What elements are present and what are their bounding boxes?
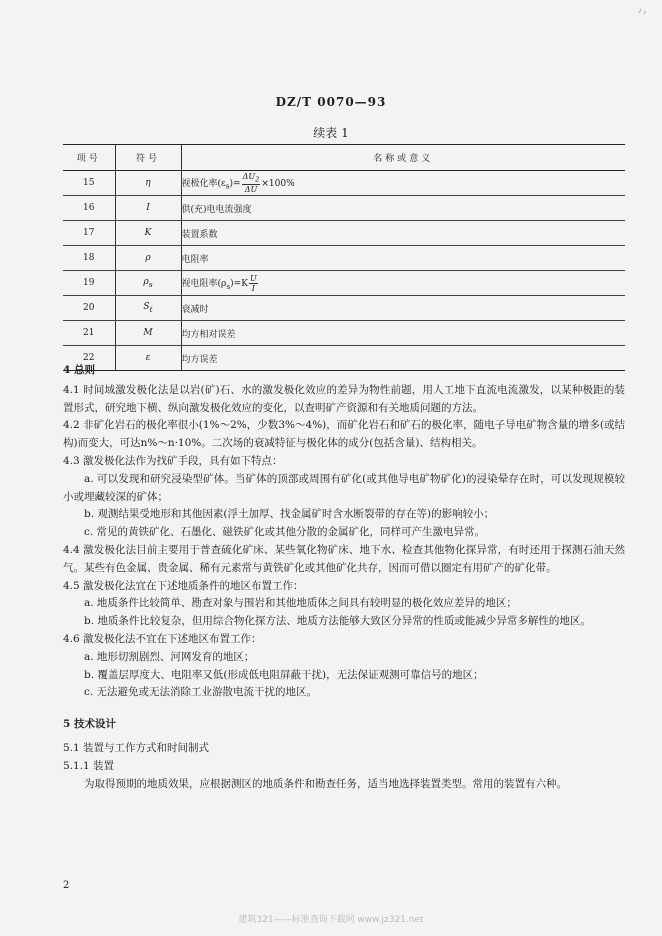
row-num: 15 bbox=[63, 171, 115, 196]
row-symbol: K bbox=[115, 221, 181, 246]
paragraph-4-6: 4.6 激发极化法不宜在下述地区布置工作： bbox=[63, 632, 262, 645]
paragraph-4-6-a: a. 地形切割剧烈、河网发育的地区； bbox=[84, 650, 255, 663]
table-row bbox=[63, 246, 625, 271]
row-name: 均方相对误差 bbox=[181, 321, 625, 346]
corner-mark: ♪, bbox=[637, 6, 648, 16]
table-row bbox=[63, 296, 625, 321]
row-num: 20 bbox=[63, 296, 115, 321]
fraction-denominator: ΔU bbox=[244, 185, 258, 195]
fraction-numerator: ΔU bbox=[242, 171, 256, 181]
row-name-formula bbox=[181, 171, 625, 196]
paragraph-4-6-b: b. 覆盖层厚度大、电阻率又低(形成低电阻屏蔽干扰)，无法保证观测可靠信号的地区； bbox=[84, 668, 484, 681]
formula-text: ×100% bbox=[261, 178, 295, 189]
section-4 bbox=[63, 362, 625, 793]
symbol-table bbox=[63, 144, 625, 371]
paragraph-5-1-1-body: 为取得预期的地质效果，应根据测区的地质条件和勘查任务，适当地选择装置类型。常用的装置有六种。 bbox=[84, 777, 567, 790]
fraction-denominator: I bbox=[251, 283, 255, 293]
paragraph-4-3-b: b. 观测结果受地形和其他因素(浮土加厚、找金属矿时含水断裂带的存在等)的影响较小； bbox=[84, 508, 495, 521]
table-row bbox=[63, 321, 625, 346]
table-row bbox=[63, 171, 625, 196]
table-caption: 续表 1 bbox=[313, 126, 349, 140]
table-row bbox=[63, 196, 625, 221]
paragraph-5-1: 5.1 装置与工作方式和时间制式 bbox=[63, 741, 210, 754]
row-name: 装置系数 bbox=[181, 221, 625, 246]
watermark: 建筑321——标准查询下载网 www.jz321.net bbox=[238, 915, 424, 925]
col-header-num: 项号 bbox=[63, 145, 115, 171]
symbol-sub: s bbox=[148, 279, 153, 289]
row-name: 电阻率 bbox=[181, 246, 625, 271]
col-header-symbol: 符号 bbox=[115, 145, 181, 171]
paragraph-4-5: 4.5 激发极化法宜在下述地质条件的地区布置工作： bbox=[63, 579, 304, 592]
row-symbol: M bbox=[115, 321, 181, 346]
section-title: 4 总则 bbox=[63, 364, 95, 376]
formula-text: )=K bbox=[230, 278, 248, 289]
row-symbol: η bbox=[115, 171, 181, 196]
paragraph-5-1-1: 5.1.1 装置 bbox=[63, 759, 115, 772]
row-name: 供(充)电电流强度 bbox=[181, 196, 625, 221]
table-row bbox=[63, 271, 625, 296]
table-header-row bbox=[63, 145, 625, 171]
row-name: 均方误差 bbox=[181, 346, 625, 371]
fraction-numerator-sub: 2 bbox=[255, 175, 260, 184]
row-symbol bbox=[115, 271, 181, 296]
row-symbol: ε bbox=[115, 346, 181, 371]
row-num: 19 bbox=[63, 271, 115, 296]
row-symbol: I bbox=[115, 196, 181, 221]
paragraph-4-3: 4.3 激发极化法作为找矿手段，具有如下特点： bbox=[63, 454, 283, 467]
paragraph-4-6-c: c. 无法避免或无法消除工业游散电流干扰的地区。 bbox=[84, 686, 318, 699]
row-symbol bbox=[115, 296, 181, 321]
row-name: 衰减时 bbox=[181, 296, 625, 321]
paragraph-4-5-b: b. 地质条件比较复杂，但用综合物化探方法、地质方法能够大致区分异常的性质或能减少异常多解性的地区。 bbox=[84, 615, 591, 628]
paragraph-4-4: 4.4 激发极化法目前主要用于普查硫化矿床、某些氧化物矿床、地下水、检查其他物化探异常，有时还用于探测石油天然气。某些有色金属、贵金属、稀有元素常与黄铁矿化或其他矿化共存，因而可借以圈定有用矿产的矿化带。 bbox=[63, 543, 625, 574]
row-name-formula bbox=[181, 271, 625, 296]
paragraph-4-3-c: c. 常见的黄铁矿化、石墨化、磁铁矿化或其他分散的金属矿化，同样可产生激电异常。 bbox=[84, 526, 486, 539]
row-num: 17 bbox=[63, 221, 115, 246]
formula-text: 视极化率(ε bbox=[181, 178, 226, 189]
formula-text: 视电阻率(ρ bbox=[181, 278, 227, 289]
formula-fraction bbox=[242, 172, 261, 195]
paragraph-4-3-a: a. 可以发现和研究浸染型矿体。当矿体的顶部或周围有矿化(或其他导电矿物矿化)的浸染晕存在时，可以发现规模较小或埋藏较深的矿体； bbox=[63, 472, 625, 503]
row-num: 18 bbox=[63, 246, 115, 271]
paragraph-4-1: 4.1 时间域激发极化法是以岩(矿)石、水的激发极化效应的差异为物性前题，用人工地下直流电流激发，以某种极距的装置形式，研究地下横、纵向激发极化效应的变化，以查明矿产资源和有关地质问题的方法。 bbox=[63, 383, 625, 414]
formula-fraction bbox=[249, 274, 258, 293]
table-row bbox=[63, 221, 625, 246]
symbol-main: S bbox=[143, 302, 150, 313]
formula-sub: s bbox=[226, 281, 231, 291]
formula-sub: s bbox=[225, 181, 230, 191]
formula-text: )= bbox=[229, 178, 241, 189]
paragraph-4-2: 4.2 非矿化岩石的极化率很小(1%～2%，少数3%～4%)，而矿化岩石和矿石的极化率，随电子导电矿物含量的增多(或结构)而变大，可达n%～n·10%。二次场的衰减特征与极化体的成分(包括含量)、结构相关。 bbox=[63, 419, 625, 450]
col-header-name: 名称或意义 bbox=[181, 145, 625, 171]
section-title: 5 技术设计 bbox=[63, 718, 116, 731]
row-symbol: ρ bbox=[115, 246, 181, 271]
symbol-sub: t bbox=[149, 304, 153, 314]
fraction-numerator: U bbox=[249, 273, 257, 283]
standard-number-header: DZ/T 0070—93 bbox=[275, 95, 387, 109]
page-number: 2 bbox=[63, 880, 70, 891]
row-num: 22 bbox=[63, 346, 115, 371]
paragraph-4-5-a: a. 地质条件比较简单、勘查对象与围岩和其他地质体之间具有较明显的极化效应差异的地区； bbox=[84, 597, 517, 610]
symbol-main: ρ bbox=[143, 277, 149, 288]
row-num: 16 bbox=[63, 196, 115, 221]
row-num: 21 bbox=[63, 321, 115, 346]
